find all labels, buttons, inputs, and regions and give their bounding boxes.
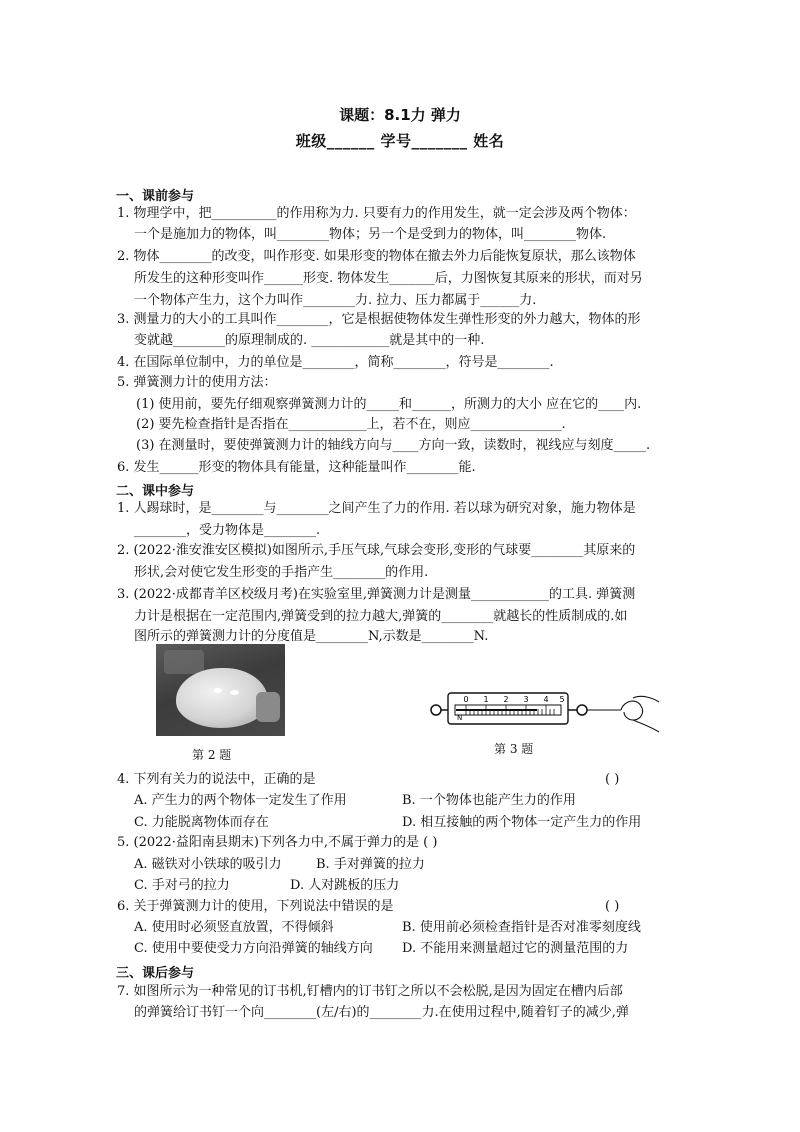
spring-scale-figure: [425, 682, 660, 742]
scale-tick-label: 0: [463, 695, 469, 704]
photo-shadow: [164, 650, 204, 674]
text-line: (1) 使用前，要先仔细观察弹簧测力计的_____和______，所测力的大小 应在它的____内.: [136, 397, 642, 412]
text-line: (2) 要先检查指针是否指在____________上，若不在，则应______________.: [136, 417, 566, 432]
page-title: 课题：8.1力 弹力: [339, 106, 461, 124]
scale-tick-label: 5: [559, 695, 565, 704]
section-heading-pre: 一、课前参与: [116, 189, 195, 204]
text-line: 一个物体产生力，这个力叫作________力. 拉力、压力都属于______力.: [134, 293, 537, 308]
text-line: 1. 人踢球时，是________与________之间产生了力的作用. 若以球为研究对象，施力物体是: [117, 501, 636, 516]
answer-bracket: ( ): [605, 772, 620, 787]
scale-tick-label: 3: [523, 695, 529, 704]
text-line: 2. (2022·淮安淮安区模拟)如图所示,手压气球,气球会变形,变形的气球要________其原来的: [117, 543, 636, 558]
option-a: A. 使用时必须竖直放置，不得倾斜: [134, 920, 334, 935]
student-info-line: 班级______ 学号_______ 姓名: [295, 132, 505, 150]
finger-shape: [256, 692, 280, 722]
answer-bracket: ( ): [605, 899, 620, 914]
figure-2-caption: 第 2 题: [192, 748, 232, 762]
option-b: B. 使用前必须检查指针是否对准零刻度线: [402, 920, 641, 935]
text-line: 7. 如图所示为一种常见的订书机,钉槽内的订书钉之所以不会松脱,是因为固定在槽内后部: [117, 984, 623, 999]
option-a: A. 磁铁对小铁球的吸引力: [134, 857, 282, 872]
option-a: A. 产生力的两个物体一定发生了作用: [134, 793, 347, 808]
scale-tick-label: 2: [503, 695, 509, 704]
text-line: 所发生的这种形变叫作______形变. 物体发生_______后，力图恢复其原来的形状，而对另: [134, 271, 643, 286]
option-d: D. 不能用来测量超过它的测量范围的力: [402, 941, 629, 956]
section-heading-in: 二、课中参与: [116, 484, 195, 499]
text-line: 6. 发生______形变的物体具有能量，这种能量叫作________能.: [117, 460, 476, 475]
text-line: ________，受力物体是________.: [134, 523, 321, 538]
option-d: D. 人对跳板的压力: [290, 878, 400, 893]
question-5-stem: 5. (2022·益阳南县期末)下列各力中,不属于弹力的是 ( ): [117, 835, 438, 850]
scale-ring-right: [577, 705, 587, 715]
text-line: 3. 测量力的大小的工具叫作________，它是根据使物体发生弹性形变的外力越大，物体的形: [117, 312, 641, 327]
option-b: B. 手对弹簧的拉力: [316, 857, 425, 872]
option-c: C. 手对弓的拉力: [134, 878, 230, 893]
text-line: 1. 物理学中，把__________的作用称为力. 只要有力的作用发生，就一定会涉及两个物体：: [117, 206, 636, 221]
hand-drawing: [621, 696, 659, 732]
text-line: 的弹簧给订书钉一个向________(左/右)的________力.在使用过程中,随着钉子的减少,弹: [134, 1005, 629, 1020]
balloon-photo: [156, 644, 285, 736]
question-6-stem: 6. 关于弹簧测力计的使用，下列说法中错误的是: [117, 899, 394, 914]
option-c: C. 力能脱离物体而存在: [134, 815, 269, 830]
highlight-spot: [230, 690, 239, 695]
scale-tick-label: 1: [483, 695, 489, 704]
text-line: 变就越________的原理制成的. ____________就是其中的一种.: [134, 333, 485, 348]
scale-ring-left: [431, 705, 441, 715]
scale-tick-label: 4: [543, 695, 549, 704]
scale-unit-label: N: [457, 714, 463, 722]
text-line: 图所示的弹簧测力计的分度值是________N,示数是________N.: [134, 629, 489, 644]
option-d: D. 相互接触的两个物体一定产生力的作用: [402, 815, 642, 830]
balloon-shape: [176, 668, 268, 728]
text-line: 力计是根据在一定范围内,弹簧受到的拉力越大,弹簧的________就越长的性质制成的.如: [134, 609, 628, 624]
text-line: 5. 弹簧测力计的使用方法：: [117, 375, 277, 390]
option-b: B. 一个物体也能产生力的作用: [402, 793, 576, 808]
text-line: 一个是施加力的物体，叫________物体；另一个是受到力的物体，叫________物体.: [134, 227, 607, 242]
section-heading-post: 三、课后参与: [116, 966, 195, 981]
highlight-spot: [214, 688, 222, 693]
text-line: 2. 物体________的改变，叫作形变. 如果形变的物体在撤去外力后能恢复原状，那么该物体: [117, 249, 636, 264]
question-4-stem: 4. 下列有关力的说法中，正确的是: [117, 772, 316, 787]
text-line: 3. (2022·成都青羊区校级月考)在实验室里,弹簧测力计是测量____________的工具. 弹簧测: [117, 587, 636, 602]
option-c: C. 使用中要使受力方向沿弹簧的轴线方向: [134, 941, 373, 956]
text-line: 4. 在国际单位制中，力的单位是________，简称________，符号是________.: [117, 355, 554, 370]
text-line: 形状,会对使它发生形变的手指产生________的作用.: [134, 565, 429, 580]
text-line: (3) 在测量时，要使弹簧测力计的轴线方向与____方向一致，读数时，视线应与刻度_____.: [136, 438, 651, 453]
figure-3-caption: 第 3 题: [494, 742, 534, 756]
